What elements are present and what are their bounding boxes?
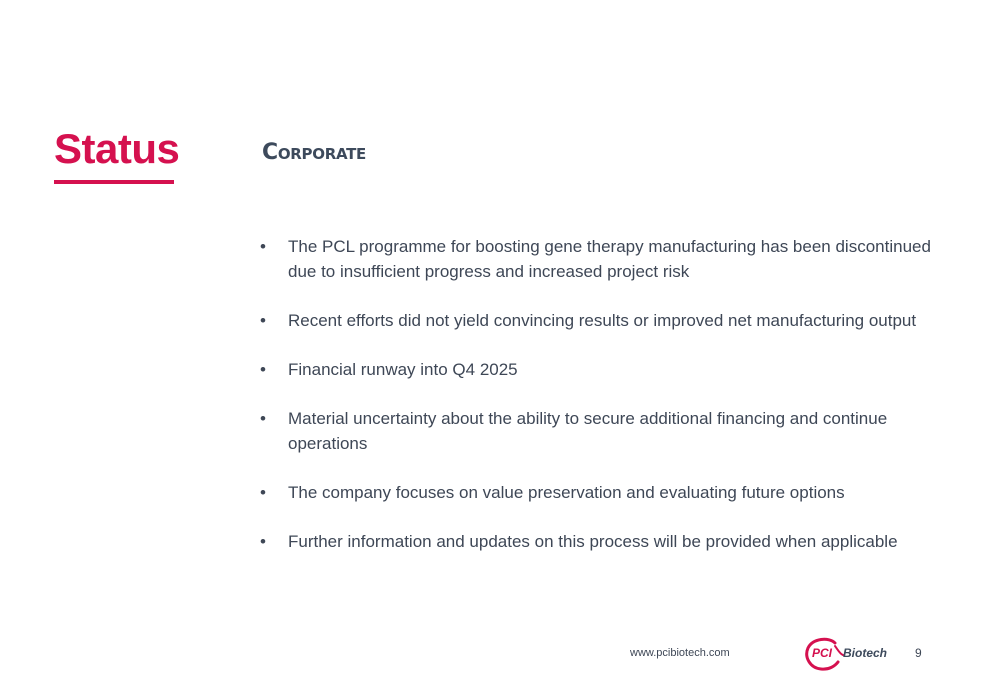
logo-text-biotech: Biotech xyxy=(843,646,888,660)
footer-url: www.pcibiotech.com xyxy=(630,647,730,659)
bullet-text: Material uncertainty about the ability to secure additional financing and continue operations xyxy=(288,409,888,453)
bullet-text: Further information and updates on this process will be provided when applicable xyxy=(288,532,898,551)
bullet-icon: • xyxy=(260,237,266,256)
bullet-text: Financial runway into Q4 2025 xyxy=(288,360,518,379)
bullet-icon: • xyxy=(260,311,266,330)
pci-biotech-logo-icon xyxy=(805,636,891,672)
list-item xyxy=(258,529,958,554)
list-item xyxy=(258,480,958,505)
page-number: 9 xyxy=(915,646,922,660)
bullet-icon: • xyxy=(260,360,266,379)
bullet-icon: • xyxy=(260,409,266,428)
title-underline xyxy=(54,180,174,184)
logo-text-pci: PCI xyxy=(812,646,833,660)
bullet-text: Recent efforts did not yield convincing results or improved net manufacturing output xyxy=(288,311,917,330)
list-item xyxy=(258,406,958,456)
list-item xyxy=(258,357,958,382)
section-heading: Corporate xyxy=(262,140,366,165)
list-item xyxy=(258,234,958,284)
bullet-text: The company focuses on value preservation and evaluating future options xyxy=(288,483,845,502)
list-item xyxy=(258,308,958,333)
bullet-list xyxy=(258,234,958,578)
page-title: Status xyxy=(54,125,180,172)
bullet-icon: • xyxy=(260,532,266,551)
bullet-icon: • xyxy=(260,483,266,502)
bullet-text: The PCL programme for boosting gene therapy manufacturing has been discontinued due to insufficient progress and increased project risk xyxy=(288,237,931,281)
